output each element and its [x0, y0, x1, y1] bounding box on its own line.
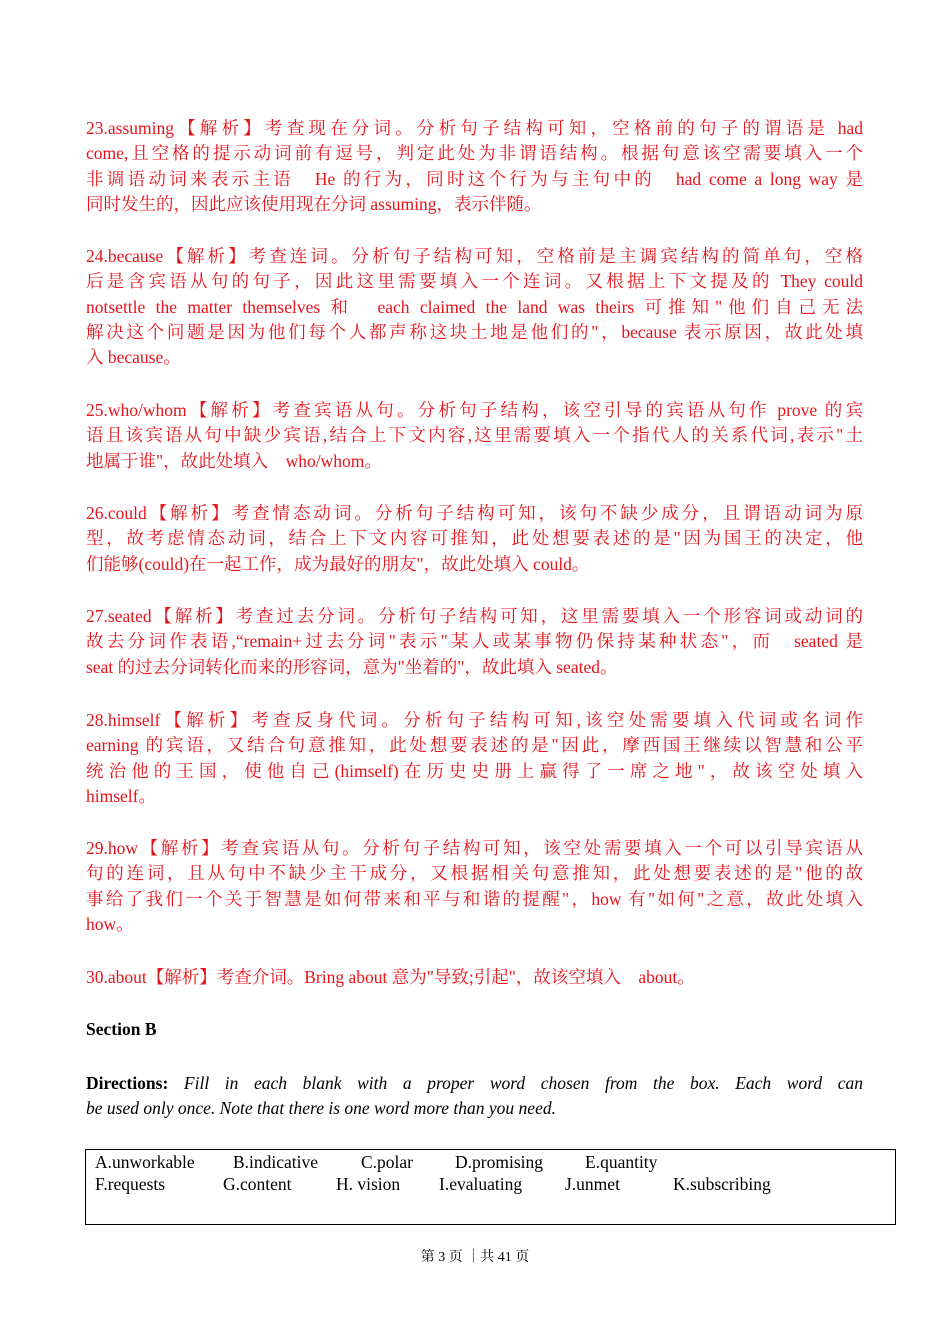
- directions-label: Directions:: [86, 1073, 169, 1093]
- answer-line: 25.who/whom【解析】考查宾语从句。分析句子结构，该空引导的宾语从句作 prove 的宾: [86, 400, 863, 420]
- directions-text-1: Fill in each blank with a proper word chosen from the box. Each word can: [183, 1073, 863, 1093]
- answer-line: 24.because【解析】考查连词。分析句子结构可知，空格前是主调宾结构的简单句，空格: [86, 246, 863, 266]
- directions: [86, 1071, 863, 1122]
- answer-paragraph: [86, 244, 863, 370]
- answer-line: how。: [86, 913, 134, 934]
- answer-line: 型，故考虑情态动词，结合上下文内容可推知，此处想要表述的是"因为国王的决定，他: [86, 528, 863, 549]
- answer-paragraph: [86, 501, 863, 577]
- word-option: C.polar: [361, 1152, 414, 1172]
- answer-line: 故去分词作表语,“remain+过去分词"表示"某人或某事物仍保持某种状态"，而 seated 是: [86, 631, 863, 652]
- word-option: I.evaluating: [439, 1174, 523, 1194]
- word-option: K.subscribing: [673, 1174, 771, 1194]
- directions-text-2: be used only once. Note that there is one word more than you need.: [86, 1098, 556, 1119]
- answer-line: 入 because。: [86, 347, 181, 368]
- answer-line: 地属于谁"，故此处填入 who/whom。: [86, 450, 382, 471]
- answer-line: come,且空格的提示动词前有逗号，判定此处为非谓语结构。根据句意该空需要填入一个: [86, 143, 863, 164]
- answer-paragraph: [86, 398, 863, 474]
- answer-paragraph: [86, 708, 863, 809]
- word-box: [85, 1149, 896, 1225]
- answer-line: himself。: [86, 785, 156, 806]
- answer-line: 26.could【解析】考查情态动词。分析句子结构可知，该句不缺少成分，且谓语动词为原: [86, 503, 863, 523]
- answer-line: notsettle the matter themselves 和 each claimed the land was theirs 可推知"他们自己无法: [86, 296, 863, 317]
- answer-line: earning 的宾语，又结合句意推知，此处想要表述的是"因此，摩西国王继续以智慧和公平: [86, 735, 863, 756]
- word-option: G.content: [223, 1174, 292, 1194]
- word-option: E.quantity: [585, 1152, 658, 1172]
- section-title: Section B: [86, 1019, 157, 1039]
- answer-paragraph: [86, 604, 863, 680]
- answer-line: 29.how【解析】考查宾语从句。分析句子结构可知，该空处需要填入一个可以引导宾语从: [86, 838, 863, 858]
- answer-line: 们能够(could)在一起工作，成为最好的朋友"，故此处填入 could。: [86, 553, 590, 574]
- answer-line: seat 的过去分词转化而来的形容词，意为"坐着的"，故此填入 seated。: [86, 656, 618, 677]
- answer-line: 同时发生的，因此应该使用现在分词 assuming，表示伴随。: [86, 193, 542, 214]
- answer-paragraph: [86, 965, 863, 990]
- answer-line: 句的连词，且从句中不缺少主干成分，又根据相关句意推知，此处想要表述的是"他的故: [86, 863, 863, 884]
- word-option: H. vision: [336, 1174, 401, 1194]
- answer-line: 30.about【解析】考查介词。Bring about 意为"导致;引起"，故该空填入 about。: [86, 967, 695, 987]
- answer-line: 后是含宾语从句的句子，因此这里需要填入一个连词。又根据上下文提及的 They could: [86, 271, 863, 292]
- answer-paragraph: [86, 116, 863, 217]
- word-option: D.promising: [455, 1152, 543, 1172]
- page-footer: 第 3 页 ｜共 41 页: [420, 1250, 530, 1265]
- answer-line: 23.assuming【解析】考查现在分词。分析句子结构可知，空格前的句子的谓语是 had: [86, 118, 863, 138]
- answer-line: 27.seated【解析】考查过去分词。分析句子结构可知，这里需要填入一个形容词或动词的: [86, 606, 863, 626]
- word-option: B.indicative: [233, 1152, 319, 1172]
- word-option: J.unmet: [565, 1174, 620, 1194]
- answer-line: 统治他的王国，使他自己(himself)在历史史册上赢得了一席之地"，故该空处填入: [86, 760, 863, 781]
- answer-line: 28.himself【解析】考查反身代词。分析句子结构可知,该空处需要填入代词或名词作: [86, 710, 863, 730]
- answer-line: 语且该宾语从句中缺少宾语,结合上下文内容,这里需要填入一个指代人的关系代词,表示"土: [86, 425, 863, 446]
- answer-line: 非调语动词来表示主语 He 的行为，同时这个行为与主句中的 had come a long way 是: [86, 168, 863, 189]
- answer-paragraph: [86, 836, 863, 937]
- answer-line: 事给了我们一个关于智慧是如何带来和平与和谐的提醒"，how 有"如何"之意，故此处填入: [86, 888, 863, 909]
- word-option: A.unworkable: [95, 1152, 195, 1172]
- answer-line: 解决这个问题是因为他们每个人都声称这块土地是他们的"，because 表示原因，故此处填: [86, 321, 863, 342]
- word-option: F.requests: [95, 1174, 166, 1194]
